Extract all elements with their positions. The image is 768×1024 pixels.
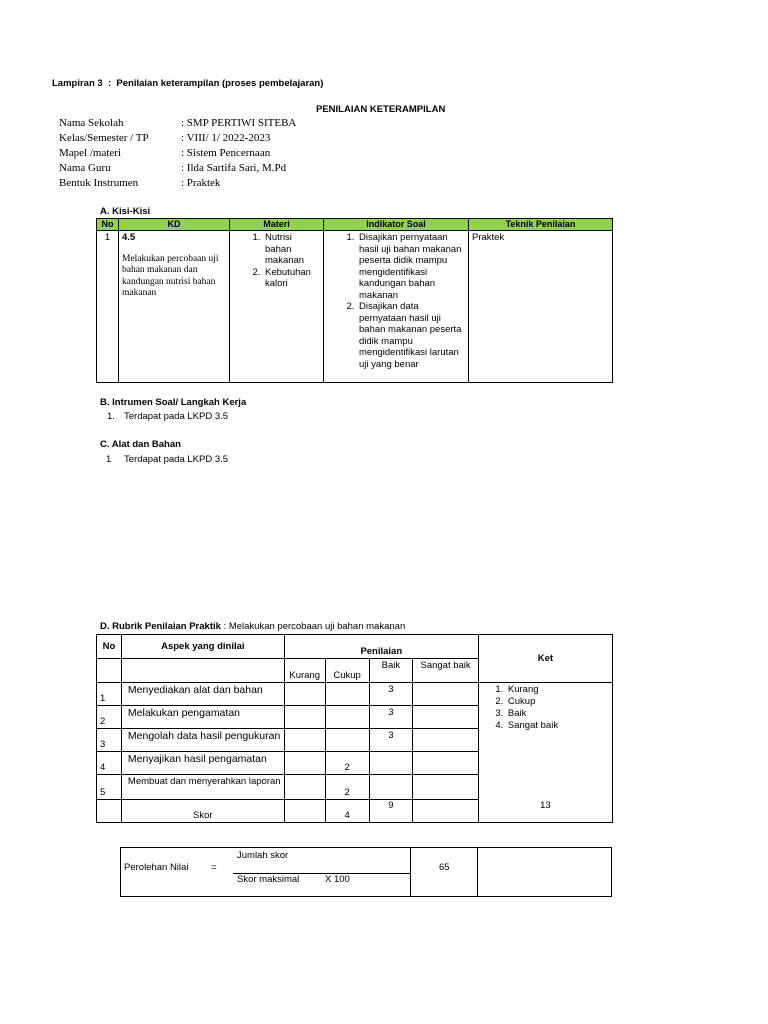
rubrik-kurang xyxy=(284,729,325,752)
kisi-header-teknik: Teknik Penilaian xyxy=(469,219,613,231)
rubrik-header-aspek: Aspek yang dinilai xyxy=(121,635,284,659)
kisi-no: 1 xyxy=(97,231,119,383)
rubrik-kurang xyxy=(284,706,325,729)
rubrik-header-baik: Baik xyxy=(369,659,413,683)
kisi-heading: A. Kisi-Kisi xyxy=(100,206,151,217)
rubrik-heading-bold: D. Rubrik Penilaian Praktik xyxy=(100,621,221,632)
kisi-kd xyxy=(119,231,230,383)
rubrik-aspek: Mengolah data hasil pengukuran xyxy=(121,729,284,752)
page-title: PENILAIAN KETERAMPILAN xyxy=(316,104,446,115)
rubrik-skor-row xyxy=(97,800,613,823)
rubrik-sangat xyxy=(413,729,479,752)
info-label-instrumen: Bentuk Instrumen xyxy=(59,177,139,189)
indikator-item: 2. Disajikan data pernyataan hasil uji bahan makanan peserta didik mampu mengidentifikasi larutan uji yang benar xyxy=(357,301,465,370)
nilai-denominator: Skor maksimal xyxy=(237,874,300,885)
alat-item-text: Terdapat pada LKPD 3.5 xyxy=(124,454,229,465)
rubrik-sangat xyxy=(413,706,479,729)
nilai-divider-2 xyxy=(477,848,478,896)
kisi-header-indikator: Indikator Soal xyxy=(324,219,469,231)
rubrik-skor-cukup: 4 xyxy=(325,800,369,823)
nilai-multiplier: X 100 xyxy=(325,874,350,885)
rubrik-no: 3 xyxy=(97,729,122,752)
rubrik-aspek: Melakukan pengamatan xyxy=(121,706,284,729)
kisi-header-no: No xyxy=(97,219,119,231)
rubrik-baik: 3 xyxy=(369,706,413,729)
rubrik-skor-label: Skor xyxy=(121,800,284,823)
instrumen-heading: B. Intrumen Soal/ Langkah Kerja xyxy=(100,397,247,408)
nilai-box xyxy=(120,847,612,897)
rubrik-cukup: 2 xyxy=(325,752,369,775)
rubrik-no: 1 xyxy=(97,683,122,706)
nilai-divider-1 xyxy=(410,848,411,896)
instrumen-item-no: 1. xyxy=(107,411,115,422)
ket-item: 3. Baik xyxy=(506,708,609,720)
rubrik-sum-baik: 9 xyxy=(369,800,413,823)
rubrik-cukup: 2 xyxy=(325,775,369,800)
rubrik-baik xyxy=(369,775,413,800)
rubrik-kurang xyxy=(284,683,325,706)
nilai-numerator: Jumlah skor xyxy=(237,850,289,861)
ket-item: 2. Cukup xyxy=(506,696,609,708)
rubrik-heading xyxy=(100,621,405,632)
rubrik-header-kurang: Kurang xyxy=(284,659,325,683)
kisi-indikator xyxy=(324,231,469,383)
lampiran-line xyxy=(52,78,323,89)
rubrik-header-cukup: Cukup xyxy=(325,659,369,683)
ket-item: 4. Sangat baik xyxy=(506,720,609,732)
rubrik-cukup xyxy=(325,729,369,752)
kisi-row xyxy=(97,231,613,383)
rubrik-row xyxy=(97,683,613,706)
instrumen-item-text: Terdapat pada LKPD 3.5 xyxy=(124,411,229,422)
materi-item: 2. Kebutuhan kalori xyxy=(263,267,320,290)
rubrik-kurang xyxy=(284,752,325,775)
rubrik-header-ket: Ket xyxy=(478,635,612,683)
info-label-sekolah: Nama Sekolah xyxy=(59,117,124,129)
rubrik-table xyxy=(96,634,613,823)
info-value-instrumen: : Praktek xyxy=(181,177,221,189)
rubrik-no: 2 xyxy=(97,706,122,729)
rubrik-no: 4 xyxy=(97,752,122,775)
rubrik-aspek: Menyajikan hasil pengamatan xyxy=(121,752,284,775)
rubrik-sangat xyxy=(413,683,479,706)
rubrik-baik xyxy=(369,752,413,775)
alat-item-no: 1 xyxy=(106,454,112,465)
info-value-guru: : Ilda Sartifa Sari, M.Pd xyxy=(181,162,287,174)
rubrik-sangat xyxy=(413,775,479,800)
rubrik-sangat xyxy=(413,752,479,775)
rubrik-aspek: Menyediakan alat dan bahan xyxy=(121,683,284,706)
rubrik-cukup xyxy=(325,683,369,706)
indikator-item: 1. Disajikan pernyataan hasil uji bahan makanan peserta didik mampu mengidentifikasi kandungan bahan makanan xyxy=(357,232,465,301)
kisi-kd-code: 4.5 xyxy=(122,232,136,243)
kisi-kd-text: Melakukan percobaan uji bahan makanan dan kandungan nutrisi bahan makanan xyxy=(122,253,219,298)
info-label-mapel: Mapel /materi xyxy=(59,147,122,159)
materi-item: 1. Nutrisi bahan makanan xyxy=(263,232,320,267)
ket-item: 1. Kurang xyxy=(506,684,609,696)
kisi-header-kd: KD xyxy=(119,219,230,231)
nilai-label: Perolehan Nilai xyxy=(124,862,189,873)
kisi-header-materi: Materi xyxy=(230,219,324,231)
lampiran-title: Penilaian keterampilan (proses pembelajaran) xyxy=(116,78,324,89)
rubrik-header-sangat: Sangat baik xyxy=(413,659,479,683)
alat-heading: C. Alat dan Bahan xyxy=(100,439,181,450)
lampiran-sep: : xyxy=(107,78,112,89)
rubrik-baik: 3 xyxy=(369,683,413,706)
info-value-sekolah: : SMP PERTIWI SITEBA xyxy=(181,117,297,129)
nilai-equals: = xyxy=(211,862,217,873)
rubrik-heading-rest: : Melakukan percobaan uji bahan makanan xyxy=(220,621,406,632)
rubrik-sum-ket: 13 xyxy=(478,800,612,823)
rubrik-ket xyxy=(478,683,612,800)
lampiran-label: Lampiran 3 xyxy=(52,78,103,89)
info-label-guru: Nama Guru xyxy=(59,162,111,174)
rubrik-cukup xyxy=(325,706,369,729)
rubrik-aspek: Membuat dan menyerahkan laporan xyxy=(121,775,284,800)
kisi-teknik: Praktek xyxy=(469,231,613,383)
kisi-table xyxy=(96,218,613,383)
rubrik-header-penilaian: Penilaian xyxy=(284,635,478,659)
rubrik-kurang xyxy=(284,775,325,800)
nilai-result: 65 xyxy=(439,862,450,873)
kisi-materi xyxy=(230,231,324,383)
info-label-kelas: Kelas/Semester / TP xyxy=(59,132,149,144)
rubrik-header-no: No xyxy=(97,635,122,659)
rubrik-baik: 3 xyxy=(369,729,413,752)
rubrik-no: 5 xyxy=(97,775,122,800)
info-value-kelas: : VIII/ 1/ 2022-2023 xyxy=(181,132,271,144)
info-value-mapel: : Sistem Pencernaan xyxy=(181,147,271,159)
